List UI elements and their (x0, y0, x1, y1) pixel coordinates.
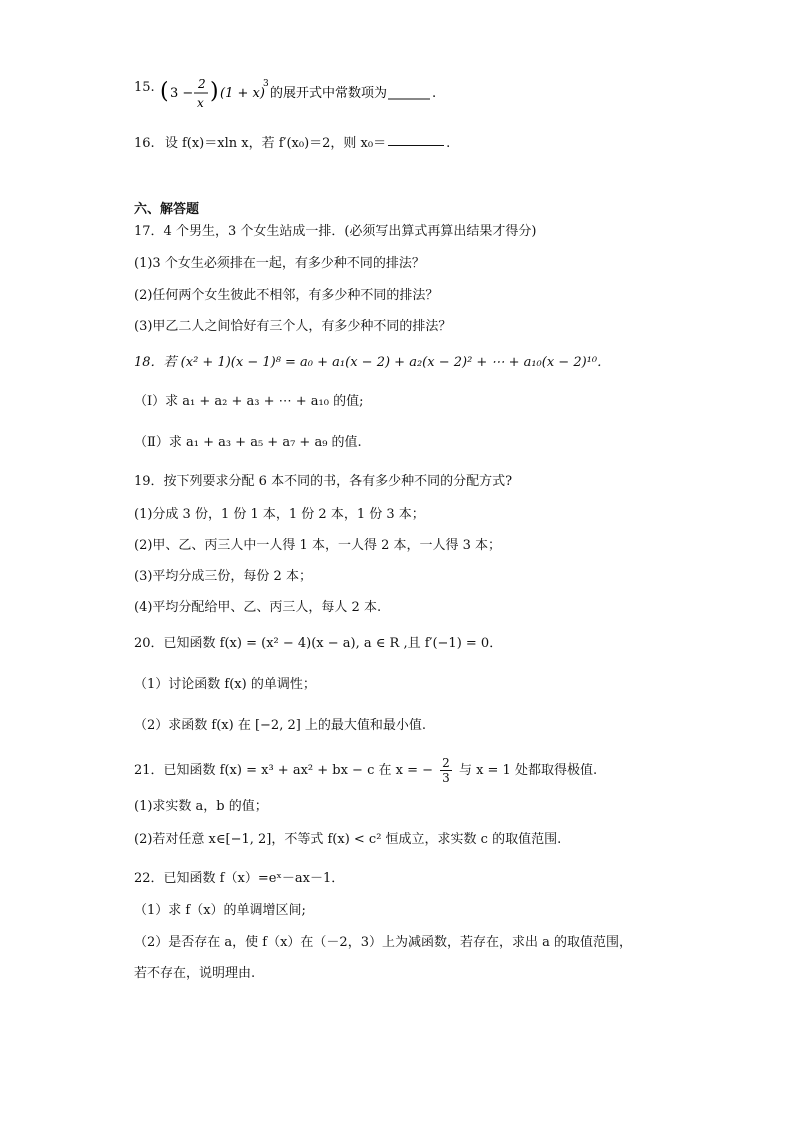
question-text: 设 f(x)＝xln x，若 f′(x₀)＝2，则 x₀＝ (164, 136, 387, 151)
question-19-part-3: (3)平均分成三份，每份 2 本； (134, 569, 312, 584)
question-21-stem (134, 756, 597, 785)
fraction (440, 756, 452, 785)
expr-part: 3 − (170, 86, 194, 101)
question-21-part-2: (2)若对任意 x∈[−1, 2]，不等式 f(x) < c² 恒成立，求实数 c 的取值范围. (134, 832, 562, 847)
exponent: 3 (263, 79, 269, 89)
frac-denominator: 3 (442, 771, 450, 785)
section-title: 六、解答题 (134, 202, 200, 217)
svg-text:): ) (210, 79, 219, 104)
question-22-part-2-cont: 若不存在，说明理由. (134, 966, 256, 981)
question-21-stem-b: 与 x = 1 处都取得极值. (458, 763, 598, 778)
svg-text:.: . (432, 86, 437, 101)
question-17-stem: 17．4 个男生，3 个女生站成一排．(必须写出算式再算出结果才得分) (134, 224, 537, 239)
expr-part: (1 + x) (220, 86, 265, 101)
question-16: 16. 设 f(x)＝xln x，若 f′(x₀)＝2，则 x₀＝ . (134, 133, 450, 154)
frac-numerator: 2 (198, 77, 206, 91)
question-20-part-1: （1）讨论函数 f(x) 的单调性； (134, 677, 316, 692)
question-19-part-2: (2)甲、乙、丙三人中一人得 1 本，一人得 2 本，一人得 3 本； (134, 538, 502, 553)
question-text: 的展开式中常数项为 (270, 86, 388, 101)
svg-text:(: ( (160, 79, 169, 104)
question-17-part-1: (1)3 个女生必须排在一起，有多少种不同的排法？ (134, 256, 425, 271)
question-18-stem: 18．若 (x² + 1)(x − 1)⁸ = a₀ + a₁(x − 2) + a₂(x − 2)² + ⋯ + a₁₀(x − 2)¹⁰． (134, 355, 611, 370)
question-18-part-2: （Ⅱ）求 a₁ + a₃ + a₅ + a₇ + a₉ 的值. (134, 435, 362, 450)
question-number: 16. (134, 136, 155, 151)
answer-blank (388, 133, 444, 146)
question-21-stem-a: 21．已知函数 f(x) = x³ + ax² + bx − c 在 x = − (134, 763, 434, 778)
question-21-part-1: (1)求实数 a，b 的值； (134, 799, 268, 814)
question-22-part-2: （2）是否存在 a，使 f（x）在（－2，3）上为减函数，若存在，求出 a 的取值范围， (134, 935, 632, 950)
question-15 (134, 78, 155, 98)
question-20-part-2: （2）求函数 f(x) 在 [−2, 2] 上的最大值和最小值. (134, 718, 427, 733)
question-18-part-1: （Ⅰ）求 a₁ + a₂ + a₃ + ⋯ + a₁₀ 的值; (134, 394, 364, 409)
question-17-part-3: (3)甲乙二人之间恰好有三个人，有多少种不同的排法？ (134, 319, 452, 334)
question-19-stem: 19．按下列要求分配 6 本不同的书，各有多少种不同的分配方式? (134, 474, 513, 489)
frac-numerator: 2 (442, 756, 450, 770)
question-19-part-4: (4)平均分配给甲、乙、丙三人，每人 2 本. (134, 600, 382, 615)
question-number: 15. (134, 80, 155, 95)
question-15-expression (160, 74, 460, 114)
question-20-stem: 20．已知函数 f(x) = (x² − 4)(x − a), a ∈ R ,且 f′(−1) = 0． (134, 636, 503, 651)
question-19-part-1: (1)分成 3 份，1 份 1 本，1 份 2 本，1 份 3 本； (134, 507, 425, 522)
question-17-part-2: (2)任何两个女生彼此不相邻，有多少种不同的排法？ (134, 288, 439, 303)
frac-denominator: x (197, 96, 204, 110)
question-22-stem: 22．已知函数 f（x）=eˣ－ax－1． (134, 871, 345, 886)
question-22-part-1: （1）求 f（x）的单调增区间; (134, 903, 306, 918)
